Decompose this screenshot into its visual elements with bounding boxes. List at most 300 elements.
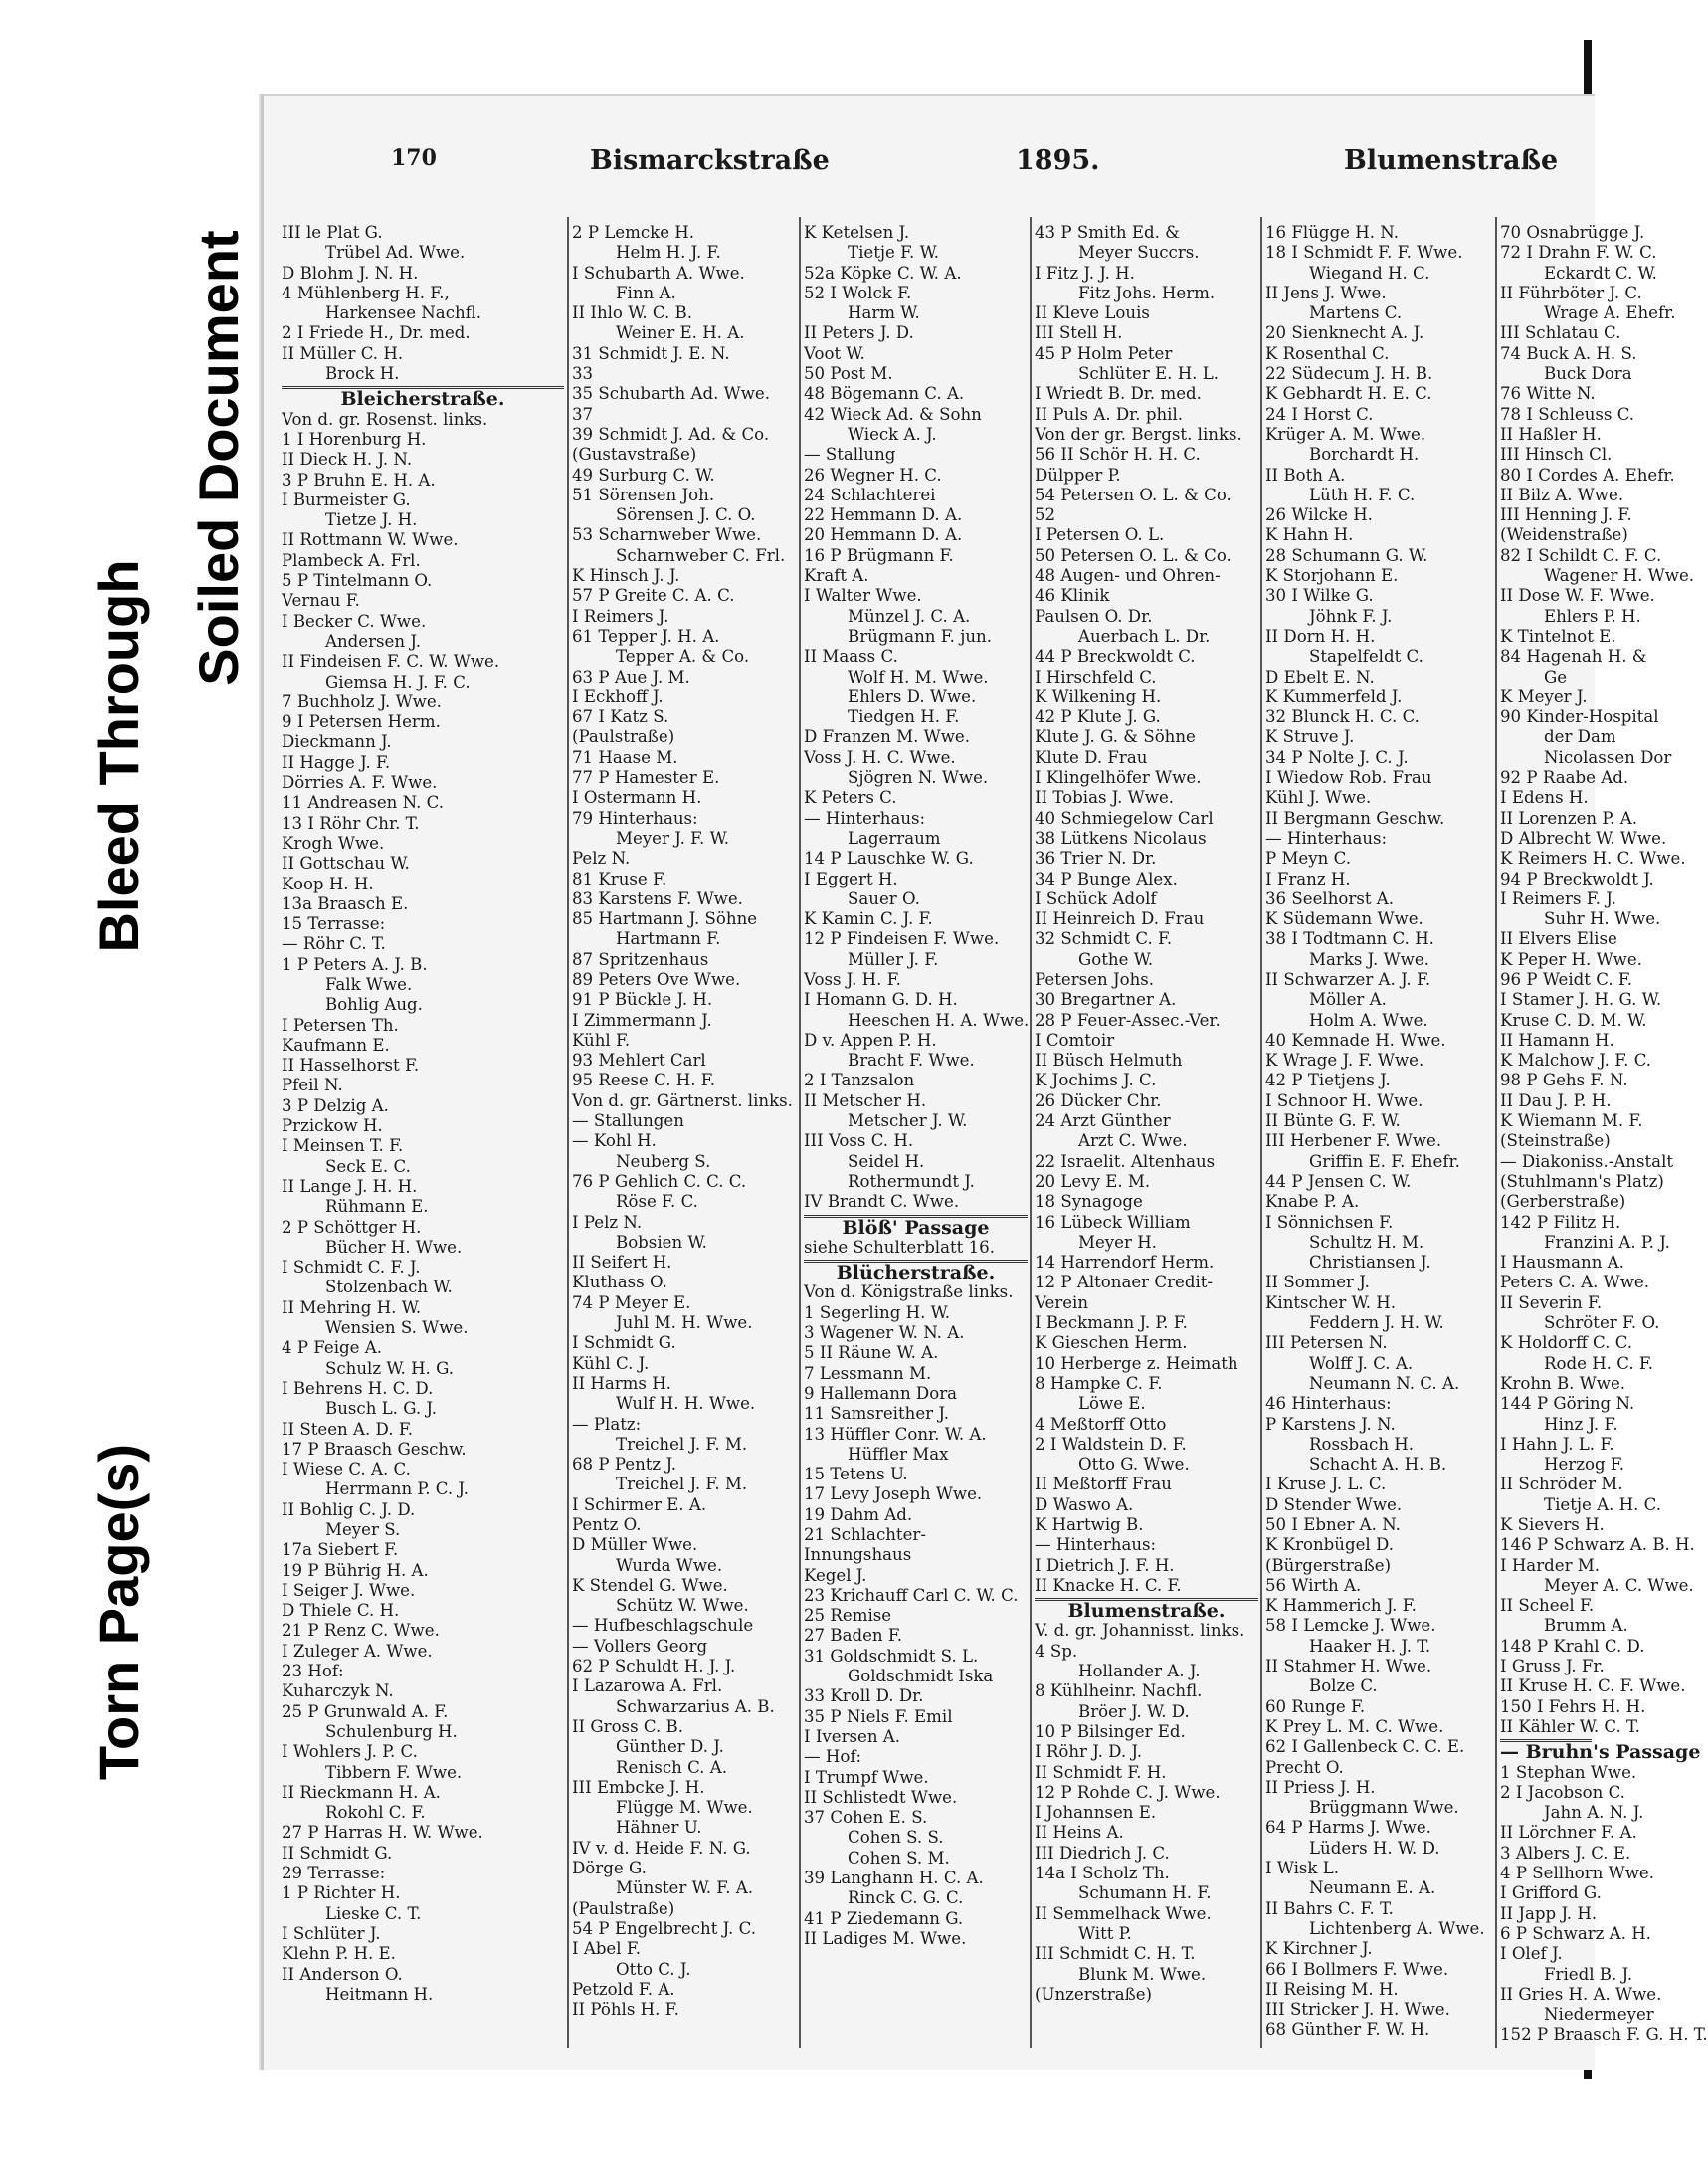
directory-line: IV Brandt C. Wwe.	[804, 1192, 960, 1212]
directory-line: 35 Schubarth Ad. Wwe.	[572, 384, 771, 404]
directory-line: II Severin F.	[1500, 1292, 1603, 1312]
column-rule	[1260, 217, 1262, 2048]
directory-line: 20 Levy E. M.	[1035, 1171, 1151, 1191]
directory-line: II Schmidt G.	[282, 1843, 393, 1863]
directory-line: Metscher J. W.	[848, 1111, 968, 1131]
directory-line: II Ihlo W. C. B.	[572, 303, 693, 323]
directory-line: — Vollers Georg	[572, 1636, 708, 1656]
directory-line: — Kohl H.	[572, 1131, 657, 1151]
directory-line: Dieckmann J.	[282, 732, 392, 752]
directory-line: 70 Osnabrügge J.	[1500, 223, 1645, 242]
directory-line: 33	[572, 364, 594, 384]
directory-line: 93 Mehlert Carl	[572, 1051, 706, 1071]
directory-line: Goldschmidt Iska	[848, 1667, 994, 1686]
directory-line: Treichel J. F. M.	[616, 1475, 748, 1494]
directory-line: 14 P Lauschke W. G.	[804, 849, 974, 869]
directory-line: III le Plat G.	[282, 223, 383, 242]
directory-line: 67 I Katz S.	[572, 707, 669, 727]
directory-line: Koop H. H.	[282, 874, 374, 893]
directory-line: Rode H. C. F.	[1544, 1353, 1654, 1373]
directory-line: I Wisk L.	[1265, 1859, 1340, 1878]
directory-line: Bobsien W.	[616, 1232, 707, 1252]
directory-line: Andersen J.	[325, 631, 421, 651]
directory-line: Jöhnk F. J.	[1309, 606, 1393, 626]
directory-line: (Steinstraße)	[1500, 1131, 1611, 1151]
directory-line: 3 P Bruhn E. H. A.	[282, 470, 436, 490]
directory-line: II Metscher H.	[804, 1090, 927, 1110]
directory-line: K Holdorff C. C.	[1500, 1333, 1633, 1353]
directory-line: 76 Witte N.	[1500, 384, 1596, 404]
directory-line: 5 P Tintelmann O.	[282, 571, 433, 591]
directory-line: II Anderson O.	[282, 1964, 403, 1984]
directory-line: 80 I Cordes A. Ehefr.	[1500, 465, 1675, 485]
directory-line: (Paulstraße)	[572, 727, 675, 747]
directory-line: 2 P Schöttger H.	[282, 1217, 422, 1237]
column-rule	[1030, 217, 1032, 2048]
directory-line: D Albrecht W. Wwe.	[1500, 828, 1667, 848]
directory-line: Wiegand H. C.	[1309, 263, 1430, 283]
directory-line: Helm H. J. F.	[616, 243, 721, 263]
directory-line: K Struve J.	[1265, 727, 1355, 747]
directory-line: I Schnoor H. Wwe.	[1265, 1090, 1423, 1110]
directory-line: Borchardt H.	[1309, 445, 1420, 465]
directory-line: 50 Post M.	[804, 364, 893, 384]
directory-line: 43 P Smith Ed. &	[1035, 223, 1180, 242]
directory-line: — Diakoniss.-Anstalt	[1500, 1151, 1674, 1171]
directory-line: Tietje F. W.	[848, 243, 940, 263]
directory-line: Marks J. Wwe.	[1309, 949, 1429, 969]
directory-line: 20 Sienknecht A. J.	[1265, 323, 1424, 343]
directory-line: II Büsch Helmuth	[1035, 1051, 1183, 1071]
directory-line: Kaufmann E.	[282, 1035, 390, 1055]
directory-line: 68 Günther F. W. H.	[1265, 2020, 1430, 2040]
directory-line: 9 Hallemann Dora	[804, 1383, 958, 1403]
directory-line: I Becker C. Wwe.	[282, 611, 427, 631]
directory-line: 1 Stephan Wwe.	[1500, 1762, 1637, 1782]
directory-line: Schütz W. Wwe.	[616, 1596, 749, 1616]
directory-line: Busch L. G. J.	[325, 1399, 438, 1419]
directory-line: (Weidenstraße)	[1500, 525, 1628, 545]
directory-line: K Gieschen Herm.	[1035, 1333, 1188, 1353]
directory-line: Rinck C. G. C.	[848, 1888, 964, 1908]
directory-line: II Semmelhack Wwe.	[1035, 1903, 1212, 1923]
directory-line: 40 Kemnade H. Wwe.	[1265, 1030, 1446, 1050]
directory-line: Tietze J. H.	[325, 510, 418, 530]
directory-line: — Hufbeschlagschule	[572, 1616, 754, 1636]
directory-line: Neumann E. A.	[1309, 1878, 1436, 1898]
directory-line: 17 P Braasch Geschw.	[282, 1439, 467, 1459]
directory-line: II Rieckmann H. A.	[282, 1782, 441, 1802]
directory-line: 24 Schlachterei	[804, 485, 936, 504]
directory-line: II Reising M. H.	[1265, 1979, 1399, 1999]
directory-line: Flügge M. Wwe.	[616, 1798, 753, 1818]
directory-line: Voss J. H. C. Wwe.	[804, 747, 956, 767]
directory-line: 150 I Fehrs H. H.	[1500, 1696, 1646, 1716]
directory-line: II Bünte G. F. W.	[1265, 1111, 1401, 1131]
directory-line: K Peper H. Wwe.	[1500, 949, 1642, 969]
directory-line: Klute J. G. & Söhne	[1035, 727, 1196, 747]
torn-pages-stamp: Torn Page(s)	[88, 1443, 150, 1781]
directory-line: 50 I Ebner A. N.	[1265, 1515, 1401, 1534]
directory-line: Pfeil N.	[282, 1076, 343, 1095]
directory-line: I Trumpf Wwe.	[804, 1767, 929, 1787]
directory-line: II Schröder M.	[1500, 1475, 1623, 1494]
directory-line: Franzini A. P. J.	[1544, 1232, 1670, 1252]
directory-line: 40 Schmiegelow Carl	[1035, 808, 1214, 828]
directory-line: 10 P Bilsinger Ed.	[1035, 1721, 1186, 1741]
directory-line: 4 Sp.	[1035, 1641, 1078, 1661]
directory-line: Rossbach H.	[1309, 1434, 1415, 1454]
directory-line: 98 P Gehs F. N.	[1500, 1071, 1628, 1090]
directory-line: 56 II Schör H. H. C.	[1035, 445, 1201, 465]
directory-line: Verein	[1035, 1292, 1089, 1312]
directory-line: 66 I Bollmers F. Wwe.	[1265, 1959, 1449, 1979]
directory-column-5	[1265, 223, 1492, 2041]
directory-line: Hähner U.	[616, 1818, 702, 1838]
directory-line: II Puls A. Dr. phil.	[1035, 404, 1184, 424]
directory-line: II Kleve Louis	[1035, 303, 1150, 323]
directory-line: 18 Synagoge	[1035, 1192, 1143, 1212]
directory-line: 61 Tepper J. H. A.	[572, 626, 720, 646]
directory-line: 48 Bögemann C. A.	[804, 384, 965, 404]
directory-line: der Dam	[1544, 727, 1616, 747]
directory-line: II Both A.	[1265, 465, 1346, 485]
street-heading: Blumenstraße.	[1035, 1598, 1258, 1621]
directory-line: 62 I Gallenbeck C. C. E.	[1265, 1737, 1465, 1757]
directory-line: Auerbach L. Dr.	[1078, 626, 1211, 646]
directory-line: I Johannsen E.	[1035, 1803, 1157, 1823]
directory-line: III Stricker J. H. Wwe.	[1265, 2000, 1450, 2020]
street-heading: Blücherstraße.	[804, 1260, 1028, 1282]
directory-line: Pelz N.	[572, 849, 631, 869]
directory-line: I Zimmermann J.	[572, 1010, 712, 1030]
directory-line: 52a Köpke C. W. A.	[804, 263, 962, 283]
directory-line: Sjögren N. Wwe.	[848, 768, 989, 788]
directory-line: Sauer O.	[848, 888, 920, 908]
directory-line: Schulz W. H. G.	[325, 1358, 455, 1378]
directory-line: 51 Sörensen Joh.	[572, 485, 715, 504]
directory-line: 4 Mühlenberg H. F.,	[282, 283, 450, 302]
directory-line: Röse F. C.	[616, 1192, 698, 1212]
directory-line: Ehlers D. Wwe.	[848, 687, 977, 706]
directory-line: Witt P.	[1078, 1923, 1132, 1943]
directory-line: I Schlüter J.	[282, 1923, 381, 1943]
directory-line: I Eckhoff J.	[572, 687, 664, 706]
directory-line: Schröter F. O.	[1544, 1313, 1660, 1333]
directory-line: I Homann G. D. H.	[804, 990, 958, 1010]
directory-line: 62 P Schuldt H. J. J.	[572, 1657, 736, 1676]
directory-line: II Jens J. Wwe.	[1265, 283, 1387, 302]
directory-line: Heitmann H.	[325, 1984, 434, 2004]
directory-line: I Grifford G.	[1500, 1883, 1602, 1903]
column-rule	[1495, 217, 1497, 2048]
directory-line: Bracht F. Wwe.	[848, 1051, 975, 1071]
directory-line: Herrmann P. C. J.	[325, 1479, 470, 1499]
directory-line: II Schwarzer A. J. F.	[1265, 969, 1431, 989]
directory-line: Wolff J. C. A.	[1309, 1353, 1414, 1373]
directory-line: 16 P Brügmann F.	[804, 545, 954, 565]
directory-line: II Scheel F.	[1500, 1596, 1595, 1616]
directory-line: I Röhr J. D. J.	[1035, 1742, 1143, 1762]
directory-line: 39 Schmidt J. Ad. & Co.	[572, 424, 770, 444]
directory-line: Trübel Ad. Wwe.	[325, 243, 466, 263]
directory-line: K Sievers H.	[1500, 1515, 1605, 1534]
directory-line: Kuharczyk N.	[282, 1681, 394, 1701]
directory-line: II Elvers Elise	[1500, 929, 1617, 949]
directory-line: 42 P Klute J. G.	[1035, 707, 1161, 727]
directory-line: II Bahrs C. F. T.	[1265, 1898, 1394, 1918]
directory-line: 14 Harrendorf Herm.	[1035, 1253, 1215, 1273]
directory-line: I Olef J.	[1500, 1944, 1563, 1964]
directory-line: II Maass C.	[804, 647, 898, 667]
directory-line: Friedl B. J.	[1544, 1964, 1633, 1984]
directory-line: Scharnweber C. Frl.	[616, 545, 786, 565]
directory-line: II Stahmer H. Wwe.	[1265, 1657, 1432, 1676]
left-running-head: Bismarckstraße	[590, 145, 830, 176]
directory-line: 42 P Tietjens J.	[1265, 1071, 1391, 1090]
directory-line: II Dose W. F. Wwe.	[1500, 586, 1655, 606]
directory-line: 72 I Drahn F. W. C.	[1500, 243, 1657, 263]
directory-line: 148 P Krahl C. D.	[1500, 1636, 1645, 1656]
directory-line: II Pöhls H. F.	[572, 2000, 679, 2020]
directory-line: III Stell H.	[1035, 323, 1123, 343]
directory-line: 3 Wagener W. N. A.	[804, 1323, 965, 1343]
directory-line: 28 P Feuer-Assec.-Ver.	[1035, 1010, 1221, 1030]
directory-line: Von d. gr. Rosenst. links.	[282, 409, 488, 429]
directory-line: Plambeck A. Frl.	[282, 550, 421, 570]
directory-column-2	[572, 223, 796, 2020]
directory-line: II Schmidt F. H.	[1035, 1762, 1167, 1782]
directory-line: Nicolassen Dor	[1544, 747, 1672, 767]
directory-line: III Petersen N.	[1265, 1333, 1388, 1353]
directory-line: II Hasselhorst F.	[282, 1056, 420, 1076]
directory-line: III Herbener F. Wwe.	[1265, 1131, 1442, 1151]
directory-line: I Reimers J.	[572, 606, 669, 626]
directory-line: II Lörchner F. A.	[1500, 1823, 1637, 1843]
directory-line: II Gottschau W.	[282, 854, 410, 874]
directory-line: Precht O.	[1265, 1757, 1344, 1777]
directory-line: 37	[572, 404, 594, 424]
directory-line: K Hinsch J. J.	[572, 566, 680, 586]
directory-line: II Hamann H.	[1500, 1030, 1614, 1050]
directory-line: K Hammerich J. F.	[1265, 1596, 1417, 1616]
directory-line: 2 I Tanzsalon	[804, 1071, 915, 1090]
directory-line: (Paulstraße)	[572, 1898, 675, 1918]
directory-line: Schulenburg H.	[325, 1721, 458, 1741]
directory-line: I Abel F.	[572, 1939, 642, 1959]
directory-line: II Lorenzen P. A.	[1500, 808, 1637, 828]
directory-line: 39 Langhann H. C. A.	[804, 1869, 984, 1888]
directory-line: IV v. d. Heide F. N. G.	[572, 1838, 751, 1858]
directory-line: I Stamer J. H. G. W.	[1500, 990, 1662, 1010]
directory-line: 152 P Braasch F. G. H. T.	[1500, 2025, 1708, 2045]
directory-line: 17a Siebert F.	[282, 1540, 399, 1560]
directory-line: I Hirschfeld C.	[1035, 667, 1157, 687]
directory-line: 7 Lessmann M.	[804, 1363, 932, 1383]
directory-line: 54 P Engelbrecht J. C.	[572, 1918, 756, 1938]
directory-line: — Platz:	[572, 1414, 642, 1434]
directory-line: I Petersen O. L.	[1035, 525, 1165, 545]
directory-line: Knabe P. A.	[1265, 1192, 1360, 1212]
directory-line: 85 Hartmann J. Söhne	[572, 909, 758, 929]
directory-line: 29 Terrasse:	[282, 1864, 386, 1883]
directory-line: I Reimers F. J.	[1500, 888, 1616, 908]
directory-line: I Beckmann J. P. F.	[1035, 1313, 1188, 1333]
directory-line: II Tobias J. Wwe.	[1035, 788, 1175, 808]
directory-line: Meyer J. F. W.	[616, 828, 730, 848]
directory-line: K Kronbügel D.	[1265, 1535, 1394, 1555]
directory-line: II Dau J. P. H.	[1500, 1090, 1612, 1110]
directory-line: Renisch C. A.	[616, 1757, 727, 1777]
directory-line: Kintscher W. H.	[1265, 1292, 1397, 1312]
directory-line: 146 P Schwarz A. B. H.	[1500, 1535, 1695, 1555]
directory-line: 78 I Schleuss C.	[1500, 404, 1635, 424]
directory-line: K Wrage J. F. Wwe.	[1265, 1051, 1424, 1071]
directory-line: Seidel H.	[848, 1151, 925, 1171]
directory-line: II Steen A. D. F.	[282, 1419, 414, 1439]
directory-line: 22 Südecum J. H. B.	[1265, 364, 1433, 384]
directory-line: I Seiger J. Wwe.	[282, 1580, 416, 1600]
directory-line: K Malchow J. F. C.	[1500, 1051, 1652, 1071]
directory-line: Paulsen O. Dr.	[1035, 606, 1153, 626]
directory-line: II Gries H. A. Wwe.	[1500, 1984, 1662, 2004]
directory-line: 16 Flügge H. N.	[1265, 223, 1399, 242]
directory-line: II Meßtorff Frau	[1035, 1475, 1172, 1494]
directory-line: II Hagge J. F.	[282, 752, 391, 772]
directory-line: I Burmeister G.	[282, 490, 411, 509]
directory-line: Neumann N. C. A.	[1309, 1373, 1460, 1393]
directory-line: Rothermundt J.	[848, 1171, 975, 1191]
directory-line: 34 P Nolte J. C. J.	[1265, 747, 1409, 767]
directory-line: Petzold F. A.	[572, 1979, 675, 1999]
directory-line: K Hahn H.	[1265, 525, 1354, 545]
directory-line: III Voss C. H.	[804, 1131, 914, 1151]
directory-line: II Bergmann Geschw.	[1265, 808, 1445, 828]
directory-line: 64 P Harms J. Wwe.	[1265, 1818, 1431, 1838]
directory-line: I Wiedow Rob. Frau	[1265, 768, 1432, 788]
directory-line: 26 Dücker Chr.	[1035, 1090, 1162, 1110]
directory-line: 56 Wirth A.	[1265, 1575, 1362, 1595]
directory-line: K Ketelsen J.	[804, 223, 910, 242]
directory-line: Eckardt C. W.	[1544, 263, 1657, 283]
directory-line: Dülpper P.	[1035, 465, 1121, 485]
directory-line: Bohlig Aug.	[325, 995, 423, 1015]
directory-line: D Waswo A.	[1035, 1494, 1134, 1514]
directory-line: Tibbern F. Wwe.	[325, 1762, 463, 1782]
directory-line: D Blohm J. N. H.	[282, 263, 419, 283]
directory-line: II Ladiges M. Wwe.	[804, 1928, 967, 1948]
directory-line: II Seifert H.	[572, 1253, 672, 1273]
directory-line: I Behrens H. C. D.	[282, 1378, 434, 1398]
directory-line: K Südemann Wwe.	[1265, 909, 1423, 929]
directory-line: 83 Karstens F. Wwe.	[572, 888, 743, 908]
directory-line: Schumann H. F.	[1078, 1883, 1212, 1903]
page-number: 170	[391, 145, 437, 171]
year-heading: 1895.	[1016, 145, 1100, 176]
directory-line: 24 Arzt Günther	[1035, 1111, 1171, 1131]
directory-line: Hartmann F.	[616, 929, 721, 949]
directory-line: II Harms H.	[572, 1373, 671, 1393]
directory-line: Stolzenbach W.	[325, 1278, 453, 1297]
directory-line: 92 P Raabe Ad.	[1500, 768, 1629, 788]
directory-line: 2 I Waldstein D. F.	[1035, 1434, 1187, 1454]
directory-line: 10 Herberge z. Heimath	[1035, 1353, 1238, 1373]
directory-line: Harkensee Nachfl.	[325, 303, 482, 323]
directory-line: Niedermeyer	[1544, 2005, 1654, 2025]
directory-line: 58 I Lemcke J. Wwe.	[1265, 1616, 1436, 1636]
directory-line: — Hinterhaus:	[1035, 1535, 1157, 1555]
street-heading: Blöß' Passage	[804, 1215, 1028, 1238]
directory-line: Krüger A. M. Wwe.	[1265, 424, 1426, 444]
directory-line: 44 P Breckwoldt C.	[1035, 647, 1196, 667]
directory-line: 76 P Gehlich C. C. C.	[572, 1171, 747, 1191]
directory-line: 3 P Delzig A.	[282, 1095, 389, 1115]
directory-line: II Heins A.	[1035, 1823, 1124, 1843]
directory-line: Holm A. Wwe.	[1309, 1010, 1428, 1030]
directory-line: (Stuhlmann's Platz)	[1500, 1171, 1664, 1191]
directory-line: K Tintelnot E.	[1500, 626, 1616, 646]
directory-line: Meyer H.	[1078, 1232, 1157, 1252]
directory-line: III Henning J. F.	[1500, 505, 1632, 525]
directory-line: II Rottmann W. Wwe.	[282, 530, 459, 550]
directory-line: 82 I Schildt C. F. C.	[1500, 545, 1662, 565]
directory-line: K Meyer J.	[1500, 687, 1588, 706]
directory-line: II Müller C. H.	[282, 343, 404, 363]
directory-line: K Wilkening H.	[1035, 687, 1162, 706]
directory-line: Meyer A. C. Wwe.	[1544, 1575, 1694, 1595]
directory-line: Neuberg S.	[616, 1151, 711, 1171]
directory-line: I Petersen Th.	[282, 1015, 399, 1035]
directory-line: III Schlatau C.	[1500, 323, 1621, 343]
directory-line: I Franz H.	[1265, 869, 1351, 888]
directory-line: D Franzen M. Wwe.	[804, 727, 971, 747]
directory-line: I Edens H.	[1500, 788, 1589, 808]
directory-line: 1 P Richter H.	[282, 1883, 401, 1903]
directory-line: 25 P Grunwald A. F.	[282, 1701, 449, 1721]
directory-line: 26 Wilcke H.	[1265, 505, 1373, 525]
directory-line: Klute D. Frau	[1035, 747, 1148, 767]
directory-line: 31 Schmidt J. E. N.	[572, 343, 730, 363]
directory-line: Tietje A. H. C.	[1544, 1494, 1662, 1514]
directory-line: Wolf H. M. Wwe.	[848, 667, 989, 687]
directory-line: Bücher H. Wwe.	[325, 1237, 463, 1257]
directory-line: I Lazarowa A. Frl.	[572, 1676, 723, 1696]
directory-line: Bolze C.	[1309, 1676, 1378, 1696]
directory-line: Ehlers P. H.	[1544, 606, 1641, 626]
directory-line: K Stendel G. Wwe.	[572, 1575, 728, 1595]
directory-line: D Thiele C. H.	[282, 1601, 400, 1621]
directory-line: — Stallung	[804, 445, 896, 465]
directory-line: Sörensen J. C. O.	[616, 505, 756, 525]
directory-line: 27 Baden F.	[804, 1626, 903, 1646]
directory-line: 52	[1035, 505, 1056, 525]
directory-line: 48 Augen- und Ohren-	[1035, 566, 1221, 586]
directory-line: II Sommer J.	[1265, 1273, 1370, 1292]
directory-line: Münzel J. C. A.	[848, 606, 971, 626]
directory-line: 31 Goldschmidt S. L.	[804, 1646, 979, 1666]
directory-line: 63 P Aue J. M.	[572, 667, 690, 687]
directory-line: K Wiemann M. F.	[1500, 1111, 1643, 1131]
directory-line: 12 P Findeisen F. Wwe.	[804, 929, 1000, 949]
directory-line: 71 Haase M.	[572, 747, 678, 767]
directory-line: Brügmann F. jun.	[848, 626, 992, 646]
directory-line: I Harder M.	[1500, 1555, 1601, 1575]
directory-line: 24 I Horst C.	[1265, 404, 1374, 424]
directory-line: Petersen Johs.	[1035, 969, 1155, 989]
directory-line: III Diedrich J. C.	[1035, 1843, 1170, 1863]
directory-line: 74 P Meyer E.	[572, 1292, 691, 1312]
directory-line: 46 Klinik	[1035, 586, 1110, 606]
